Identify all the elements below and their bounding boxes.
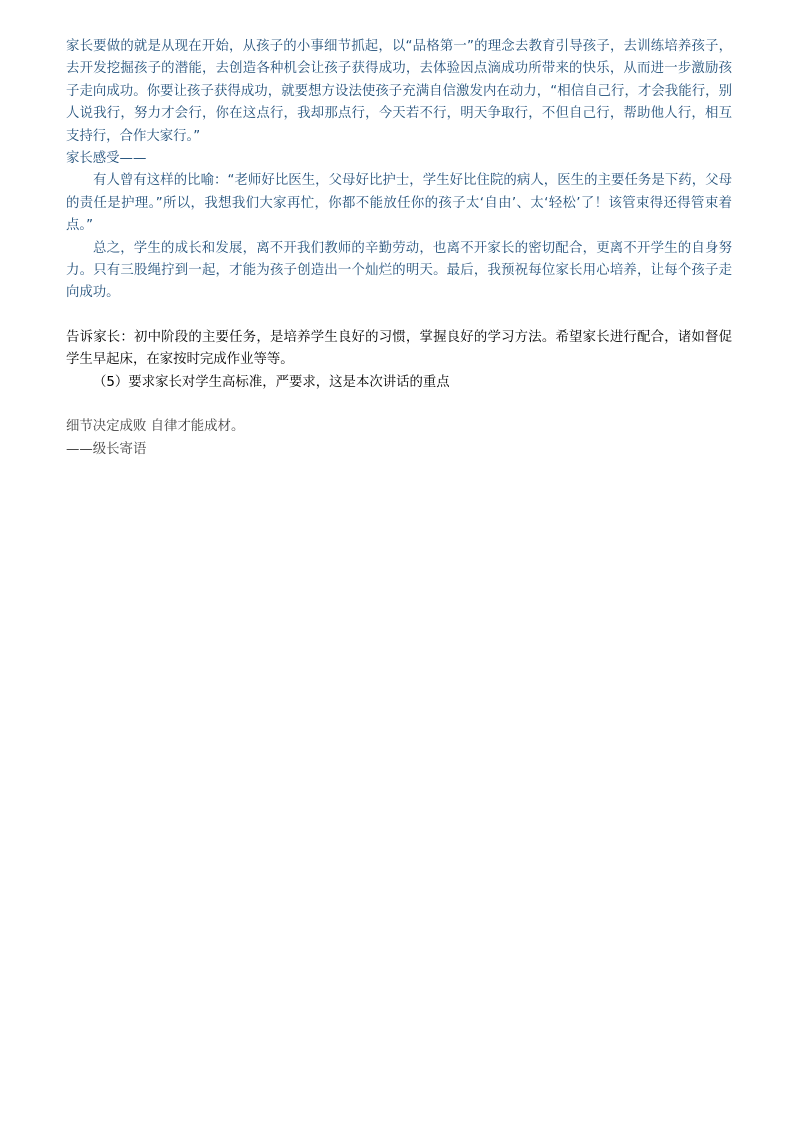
- paragraph-parent-actions: 家长要做的就是从现在开始，从孩子的小事细节抓起，以“品格第一”的理念去教育引导孩子，去训练培养孩子，去开发挖掘孩子的潜能，去创造各种机会让孩子获得成功，去体验因点滴成功所带来的快乐，从而进一步激励孩子走向成功。你要让孩子获得成功，就要想方设法使孩子充满自信激发内在动力，“相信自己行，才会我能行，别人说我行，努力才会行，你在这点行，我却那点行，今天若不行，明天争取行，不但自己行，帮助他人行，相互支持行，合作大家行。”: [66, 39, 732, 144]
- paragraph-tell-parents: 告诉家长：初中阶段的主要任务，是培养学生良好的习惯，掌握良好的学习方法。希望家长进行配合，诸如督促学生早起床，在家按时完成作业等等。: [66, 329, 732, 368]
- paragraph-requirement-five: （5）要求家长对学生高标准，严要求，这是本次讲话的重点: [93, 374, 450, 390]
- signature-line: ——级长寄语: [66, 441, 147, 457]
- motto-line: 细节决定成败 自律才能成材。: [66, 419, 245, 435]
- spacer: [66, 394, 732, 416]
- paragraph-doctor-metaphor: 有人曾有这样的比喻：“老师好比医生，父母好比护士，学生好比住院的病人，医生的主要任务是下药，父母的责任是护理。”所以，我想我们大家再忙，你都不能放任你的孩子太‘自由’、太‘轻松’了！该管束得还得管束着点。”: [66, 173, 732, 234]
- paragraph-conclusion: 总之，学生的成长和发展，离不开我们教师的辛勤劳动，也离不开家长的密切配合，更离不开学生的自身努力。只有三股绳拧到一起，才能为孩子创造出一个灿烂的明天。最后，我预祝每位家长用心培养，让每个孩子走向成功。: [66, 240, 732, 301]
- heading-parent-feelings: 家长感受——: [66, 151, 147, 167]
- spacer: [66, 305, 732, 327]
